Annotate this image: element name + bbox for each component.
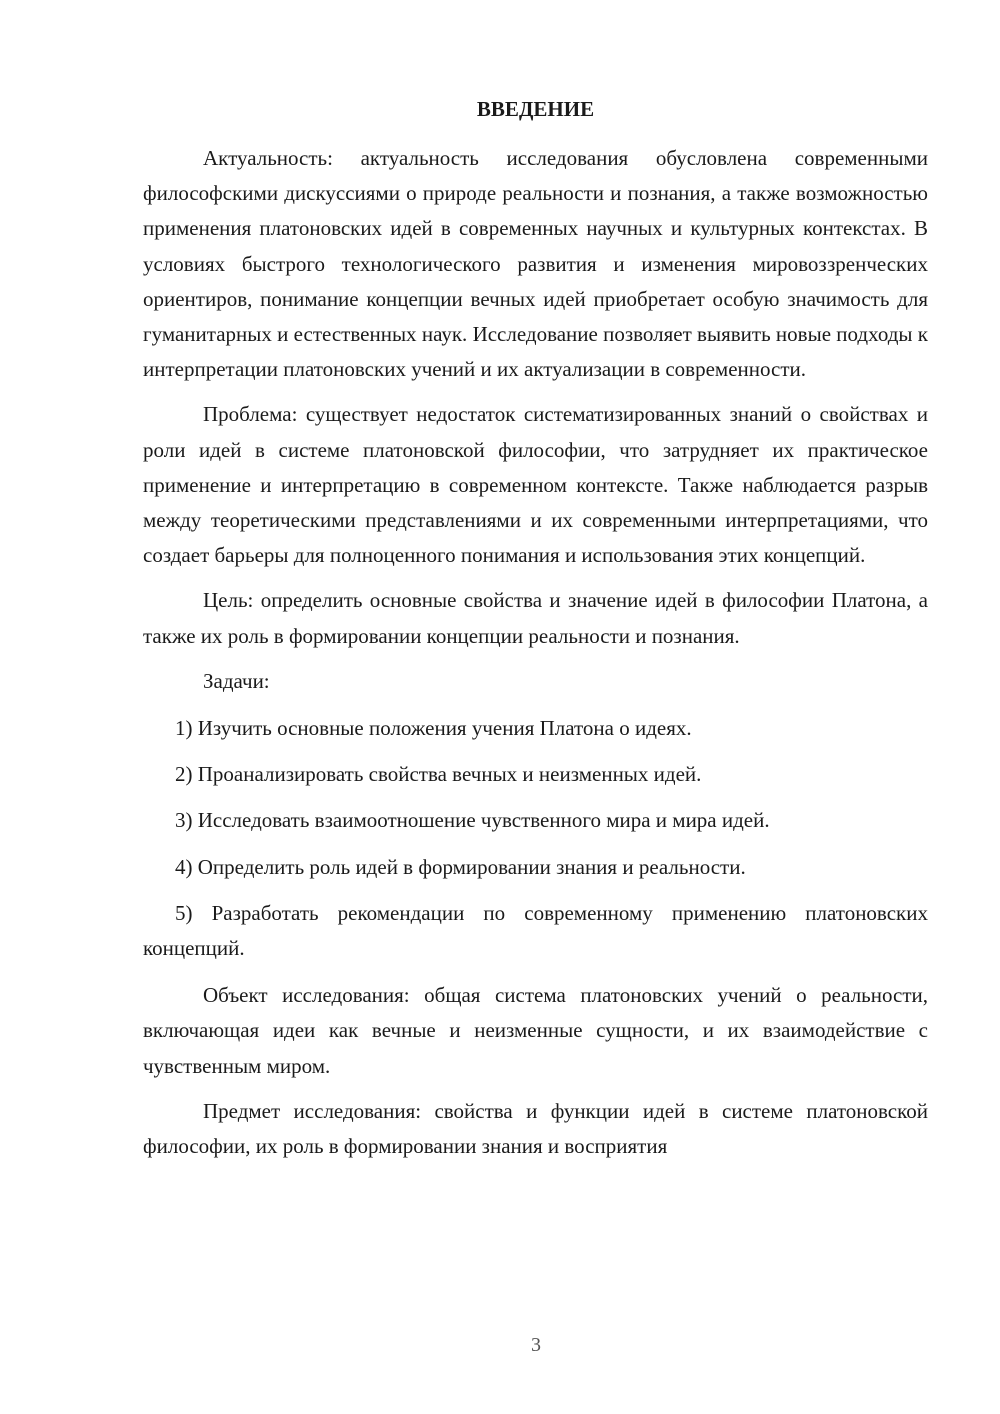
paragraph-goal: Цель: определить основные свойства и значение идей в философии Платона, а также их роль в формировании концепции реальности и познания. [143,588,928,648]
task-item-3: 3) Исследовать взаимоотношение чувственного мира и мира идей. [175,808,770,833]
tasks-heading: Задачи: [203,668,270,693]
document-page [143,92,928,1174]
paragraph-object: Объект исследования: общая система платоновских учений о реальности, включающая идеи как вечные и неизменные сущности, и их взаимодействие с чувственным миром. [143,983,928,1078]
section-title: ВВЕДЕНИЕ [476,97,595,121]
page-number: 3 [531,1334,541,1356]
paragraph-problem: Проблема: существует недостаток систематизированных знаний о свойствах и роли идей в системе платоновской философии, что затрудняет их практическое применение и интерпретацию в современном контексте. Также наблюдается разрыв между теоретическими представлениями и их современными интерпретациями, что создает барьеры для полноценного понимания и использования этих концепций. [143,402,928,568]
paragraph-subject: Предмет исследования: свойства и функции идей в системе платоновской философии, их роль в формировании знания и восприятия [143,1098,928,1159]
task-item-1: 1) Изучить основные положения учения Платона о идеях. [175,716,692,741]
paragraph-relevance: Актуальность: актуальность исследования обусловлена современными философскими дискуссиями о природе реальности и познания, а также возможностью применения платоновских идей в современных научных и культурных контекстах. В условиях быстрого технологического развития и изменения мировоззренческих ориентиров, понимание концепции вечных идей приобретает особую значимость для гуманитарных и естественных наук. Исследование позволяет выявить новые подходы к интерпретации платоновских учений и их актуализации в современности. [143,146,928,382]
task-item-5: 5) Разработать рекомендации по современному применению платоновских концепций. [143,900,928,961]
task-item-4: 4) Определить роль идей в формировании знания и реальности. [175,854,746,879]
task-item-2: 2) Проанализировать свойства вечных и неизменных идей. [175,762,702,787]
